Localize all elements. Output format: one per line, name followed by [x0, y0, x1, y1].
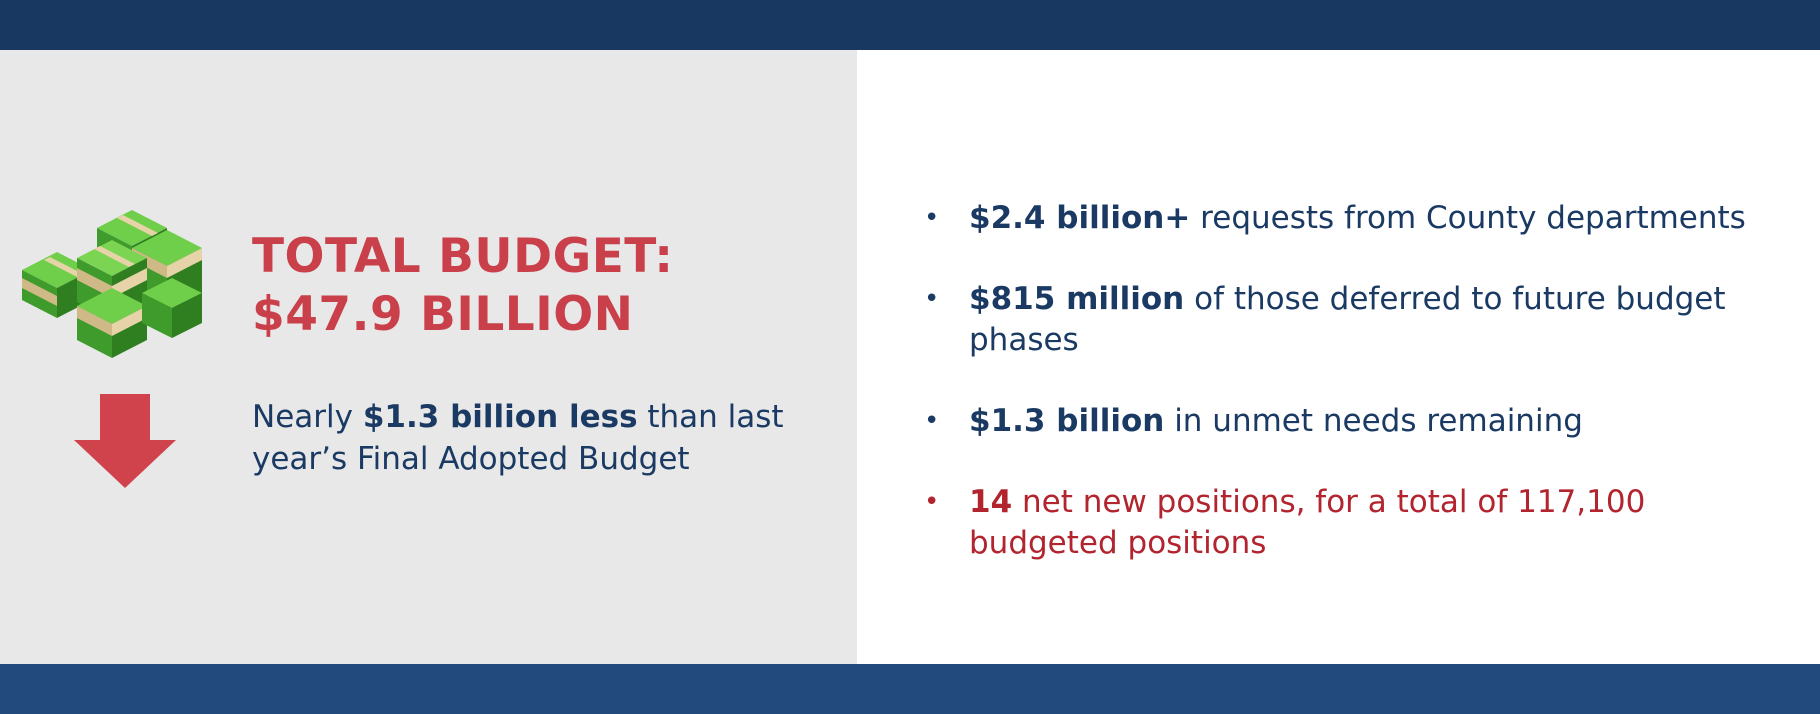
comparison-line-2: year’s Final Adopted Budget [252, 441, 690, 477]
total-budget-label: TOTAL BUDGET: [252, 229, 674, 284]
bullet-highlight: $2.4 billion+ [969, 200, 1191, 236]
comparison-suffix: than last [637, 399, 784, 435]
total-budget-title [252, 228, 674, 344]
list-item [920, 198, 1800, 239]
bullet-highlight: $815 million [969, 281, 1185, 317]
bullet-text: net new positions, for a total of 117,100 [1012, 484, 1646, 520]
bullet-highlight: $1.3 billion [969, 403, 1165, 439]
bullet-line-2: budgeted positions [969, 525, 1267, 561]
bullet-text: in unmet needs remaining [1164, 403, 1583, 439]
bullet-dot: • [924, 284, 940, 314]
budget-highlights-list [920, 198, 1800, 564]
list-item [920, 482, 1800, 564]
comparison-prefix: Nearly [252, 399, 363, 435]
list-item [920, 279, 1800, 361]
arrow-down-icon [74, 394, 176, 488]
budget-comparison-text [252, 396, 812, 480]
total-budget-amount: $47.9 BILLION [252, 287, 634, 342]
bullet-line-1 [969, 482, 1800, 523]
bullet-text: requests from County departments [1190, 200, 1746, 236]
list-item [920, 401, 1800, 442]
money-stack-icon [22, 208, 217, 363]
bullet-text: of those deferred to future budget [1184, 281, 1726, 317]
footer-bar [0, 664, 1820, 714]
bullet-dot: • [924, 406, 940, 436]
bullet-dot: • [924, 487, 940, 517]
bullet-line-1 [969, 401, 1800, 442]
comparison-amount: $1.3 billion less [362, 399, 638, 435]
bullet-dot: • [924, 203, 940, 233]
bullet-line-1 [969, 279, 1800, 320]
bullet-highlight: 14 [969, 484, 1013, 520]
header-bar [0, 0, 1820, 50]
bullet-line-1 [969, 198, 1800, 239]
comparison-line-1 [252, 396, 812, 438]
bullet-line-2: phases [969, 322, 1079, 358]
